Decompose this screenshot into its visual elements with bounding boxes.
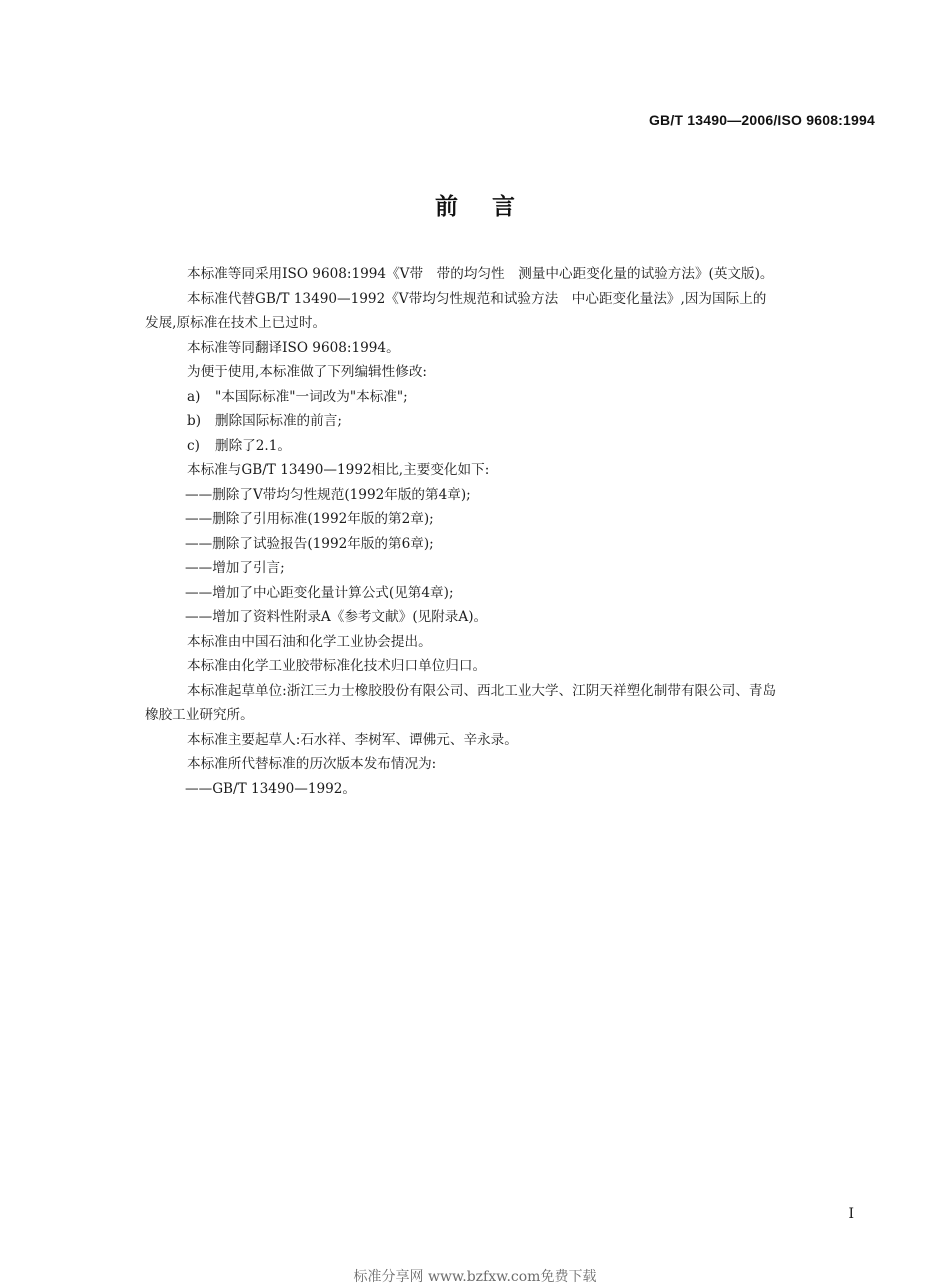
change-item: ——增加了资料性附录A《参考文献》(见附录A)。 <box>185 609 488 625</box>
edit-item <box>145 434 885 459</box>
paragraph-changes-intro: 本标准与GB/T 13490—1992相比,主要变化如下: <box>187 462 490 478</box>
change-item: ——增加了中心距变化量计算公式(见第4章); <box>185 584 454 601</box>
paragraph-replaces: 本标准代替GB/T 13490—1992《V带均匀性规范和试验方法 中心距变化量法》,因为国际上的 <box>187 290 767 307</box>
paragraph-replaces-continued: 发展,原标准在技术上已过时。 <box>145 315 327 331</box>
change-item: ——删除了试验报告(1992年版的第6章); <box>185 535 434 552</box>
paragraph-adoption: 本标准等同采用ISO 9608:1994《V带 带的均匀性 测量中心距变化量的试验方法》(英文版)。 <box>187 266 774 282</box>
edit-item-text: "本国际标准"一词改为"本标准"; <box>215 388 408 405</box>
document-body <box>145 262 885 801</box>
edit-item-text: 删除国际标准的前言; <box>215 413 342 429</box>
history-item: ——GB/T 13490—1992。 <box>185 780 357 797</box>
paragraph-history-intro: 本标准所代替标准的历次版本发布情况为: <box>187 756 437 772</box>
edit-item-label: a) <box>187 388 201 405</box>
edit-item <box>145 409 885 434</box>
change-item: ——增加了引言; <box>185 560 285 576</box>
edit-item <box>145 385 885 410</box>
paragraph-drafters: 本标准主要起草人:石水祥、李树军、谭佛元、辛永录。 <box>187 731 518 748</box>
edit-item-text: 删除了2.1。 <box>215 437 291 454</box>
page-number: I <box>848 1206 854 1222</box>
paragraph-translation: 本标准等同翻译ISO 9608:1994。 <box>187 339 400 356</box>
paragraph-edits-intro: 为便于使用,本标准做了下列编辑性修改: <box>187 364 427 380</box>
paragraph-drafting-units-continued: 橡胶工业研究所。 <box>145 707 254 723</box>
paragraph-drafting-units: 本标准起草单位:浙江三力士橡胶股份有限公司、西北工业大学、江阴天祥塑化制带有限公司、青岛 <box>187 682 777 699</box>
change-item: ——删除了V带均匀性规范(1992年版的第4章); <box>185 486 471 503</box>
paragraph-proposed-by: 本标准由中国石油和化学工业协会提出。 <box>187 633 432 650</box>
edit-item-label: c) <box>187 437 200 454</box>
change-item: ——删除了引用标准(1992年版的第2章); <box>185 511 434 527</box>
page-title: 前言 <box>435 194 549 220</box>
standard-code: GB/T 13490—2006/ISO 9608:1994 <box>648 112 875 128</box>
edit-item-label: b) <box>187 413 202 429</box>
watermark-footer: 标准分享网 www.bzfxw.com免费下载 <box>353 1269 597 1285</box>
paragraph-managed-by: 本标准由化学工业胶带标准化技术归口单位归口。 <box>187 658 487 674</box>
